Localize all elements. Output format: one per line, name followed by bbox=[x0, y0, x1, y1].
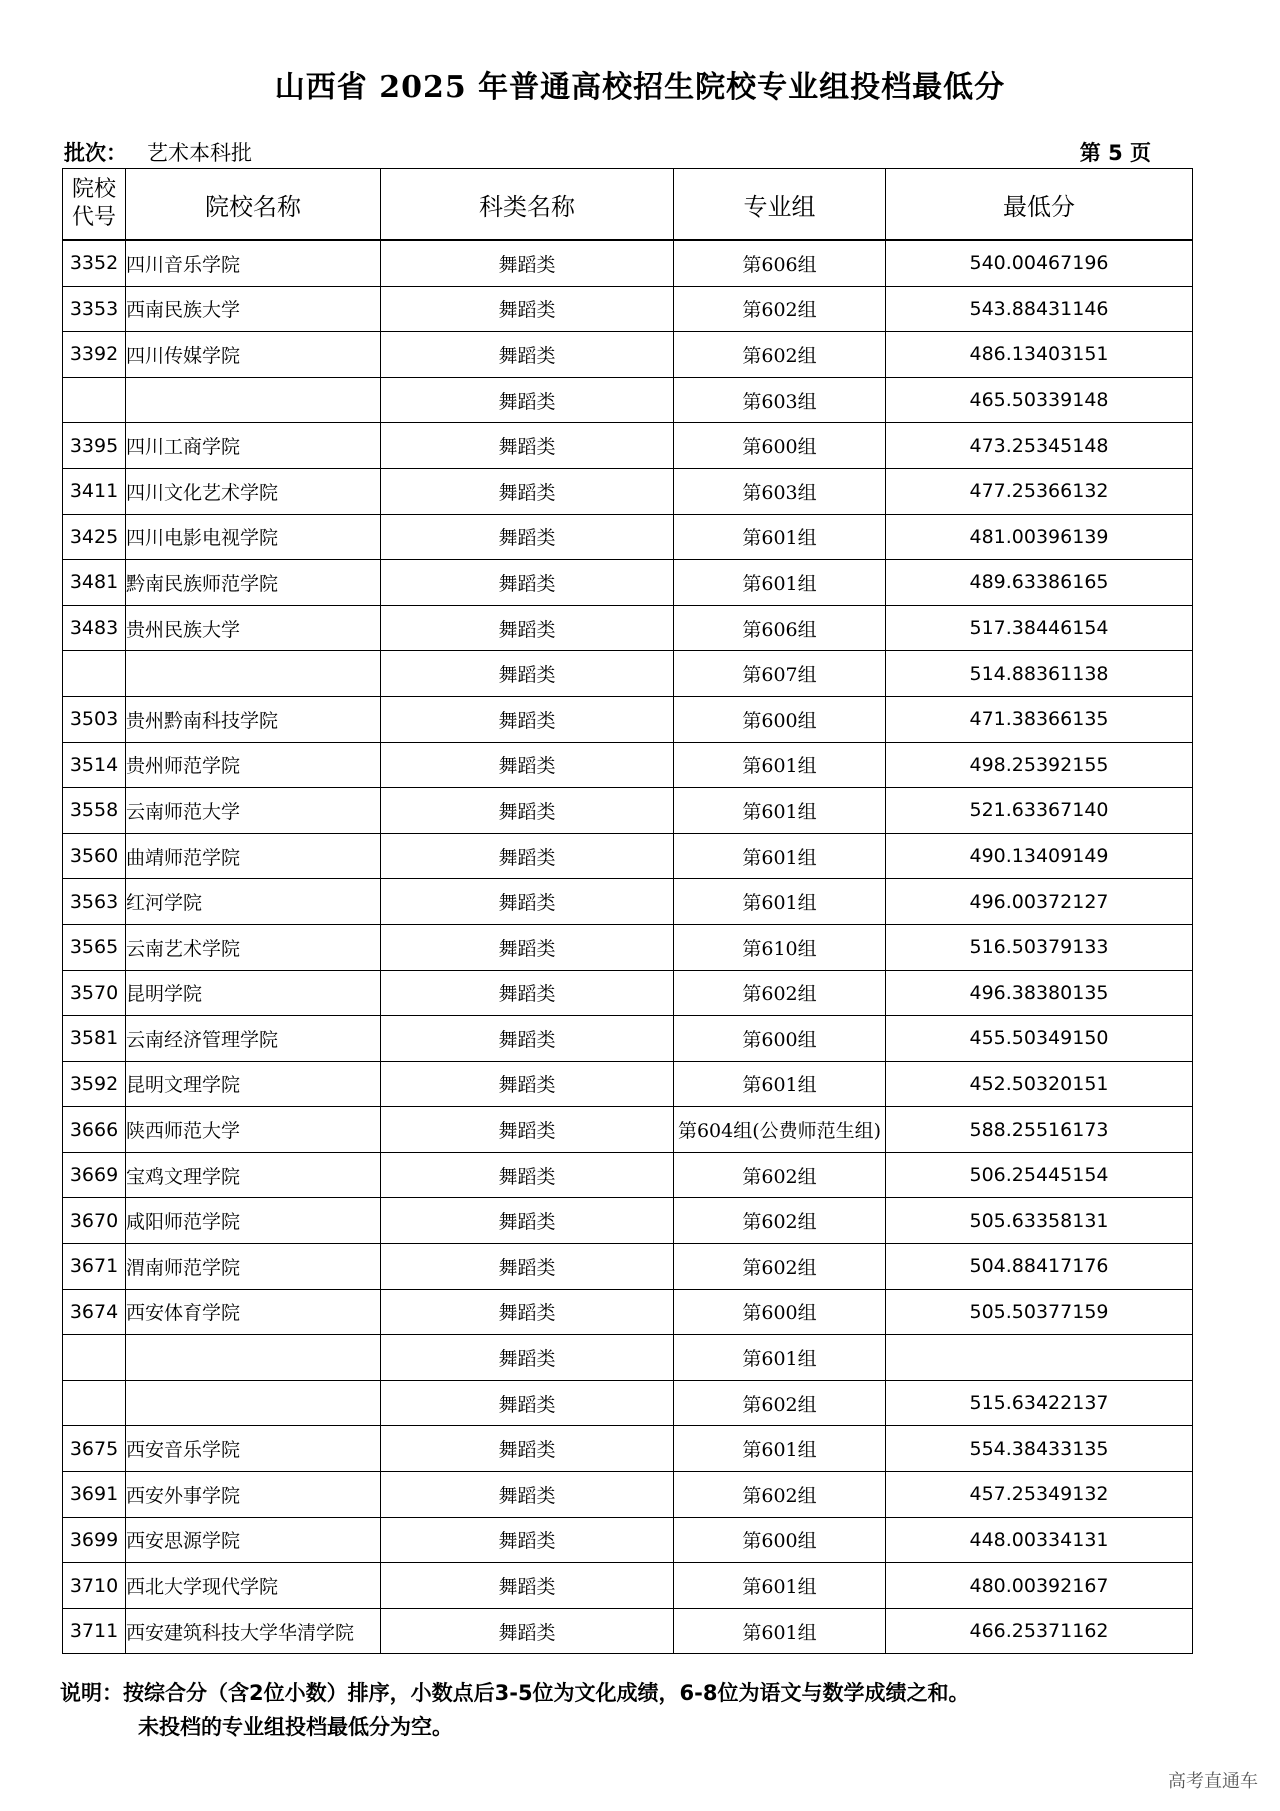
batch-info bbox=[64, 137, 252, 167]
table-row bbox=[63, 924, 1193, 970]
category-cell: 舞蹈类 bbox=[381, 696, 674, 742]
table-row bbox=[63, 1563, 1193, 1609]
category-cell: 舞蹈类 bbox=[381, 1472, 674, 1518]
school-name-cell: 宝鸡文理学院 bbox=[126, 1152, 381, 1198]
batch-value: 艺术本科批 bbox=[147, 141, 252, 165]
header-school-code: 院校 代号 bbox=[63, 169, 126, 241]
category-cell: 舞蹈类 bbox=[381, 651, 674, 697]
table-row bbox=[63, 879, 1193, 925]
min-score-cell: 486.13403151 bbox=[886, 332, 1193, 378]
table-row bbox=[63, 788, 1193, 834]
school-name-cell: 西安建筑科技大学华清学院 bbox=[126, 1608, 381, 1654]
category-cell: 舞蹈类 bbox=[381, 1061, 674, 1107]
group-cell: 第606组 bbox=[674, 240, 886, 286]
table-row bbox=[63, 742, 1193, 788]
school-name-cell: 四川音乐学院 bbox=[126, 240, 381, 286]
table-header-row bbox=[63, 169, 1193, 241]
category-cell: 舞蹈类 bbox=[381, 1152, 674, 1198]
group-cell: 第600组 bbox=[674, 696, 886, 742]
school-name-cell bbox=[126, 1335, 381, 1381]
table-row bbox=[63, 1152, 1193, 1198]
table-row bbox=[63, 514, 1193, 560]
min-score-cell: 514.88361138 bbox=[886, 651, 1193, 697]
min-score-cell: 496.38380135 bbox=[886, 970, 1193, 1016]
school-code-cell: 3558 bbox=[63, 788, 126, 834]
group-cell: 第601组 bbox=[674, 833, 886, 879]
category-cell: 舞蹈类 bbox=[381, 423, 674, 469]
group-cell: 第602组 bbox=[674, 1472, 886, 1518]
school-code-cell: 3425 bbox=[63, 514, 126, 560]
school-name-cell: 贵州民族大学 bbox=[126, 605, 381, 651]
category-cell: 舞蹈类 bbox=[381, 468, 674, 514]
school-code-cell: 3670 bbox=[63, 1198, 126, 1244]
school-code-cell: 3570 bbox=[63, 970, 126, 1016]
school-code-cell: 3691 bbox=[63, 1472, 126, 1518]
table-row bbox=[63, 240, 1193, 286]
min-score-cell: 455.50349150 bbox=[886, 1016, 1193, 1062]
min-score-cell: 496.00372127 bbox=[886, 879, 1193, 925]
school-name-cell: 西安音乐学院 bbox=[126, 1426, 381, 1472]
table-row bbox=[63, 1517, 1193, 1563]
min-score-cell: 505.63358131 bbox=[886, 1198, 1193, 1244]
category-cell: 舞蹈类 bbox=[381, 1016, 674, 1062]
school-code-cell: 3563 bbox=[63, 879, 126, 925]
category-cell: 舞蹈类 bbox=[381, 377, 674, 423]
header-min-score: 最低分 bbox=[886, 169, 1193, 241]
school-code-cell: 3711 bbox=[63, 1608, 126, 1654]
table-row bbox=[63, 1061, 1193, 1107]
school-name-cell: 西南民族大学 bbox=[126, 286, 381, 332]
min-score-cell: 505.50377159 bbox=[886, 1289, 1193, 1335]
school-name-cell: 四川工商学院 bbox=[126, 423, 381, 469]
page-title: 山西省 2025 年普通高校招生院校专业组投档最低分 bbox=[274, 70, 1006, 105]
school-code-cell: 3592 bbox=[63, 1061, 126, 1107]
group-cell: 第601组 bbox=[674, 879, 886, 925]
school-code-cell bbox=[63, 651, 126, 697]
school-code-cell bbox=[63, 1380, 126, 1426]
table-row bbox=[63, 1244, 1193, 1290]
school-name-cell: 云南经济管理学院 bbox=[126, 1016, 381, 1062]
score-table bbox=[62, 168, 1193, 1654]
school-name-cell: 云南师范大学 bbox=[126, 788, 381, 834]
school-code-cell: 3411 bbox=[63, 468, 126, 514]
group-cell: 第602组 bbox=[674, 286, 886, 332]
min-score-cell: 554.38433135 bbox=[886, 1426, 1193, 1472]
category-cell: 舞蹈类 bbox=[381, 833, 674, 879]
table-row bbox=[63, 423, 1193, 469]
min-score-cell: 490.13409149 bbox=[886, 833, 1193, 879]
group-cell: 第601组 bbox=[674, 1335, 886, 1381]
table-row bbox=[63, 1608, 1193, 1654]
table-row bbox=[63, 286, 1193, 332]
min-score-cell: 521.63367140 bbox=[886, 788, 1193, 834]
school-code-cell: 3353 bbox=[63, 286, 126, 332]
table-row bbox=[63, 1426, 1193, 1472]
group-cell: 第601组 bbox=[674, 560, 886, 606]
group-cell: 第601组 bbox=[674, 514, 886, 560]
table-row bbox=[63, 1289, 1193, 1335]
category-cell: 舞蹈类 bbox=[381, 742, 674, 788]
table-row bbox=[63, 1107, 1193, 1153]
category-cell: 舞蹈类 bbox=[381, 1563, 674, 1609]
school-name-cell bbox=[126, 1380, 381, 1426]
school-code-cell: 3481 bbox=[63, 560, 126, 606]
min-score-cell bbox=[886, 1335, 1193, 1381]
group-cell: 第601组 bbox=[674, 1061, 886, 1107]
school-code-cell: 3669 bbox=[63, 1152, 126, 1198]
category-cell: 舞蹈类 bbox=[381, 1198, 674, 1244]
group-cell: 第601组 bbox=[674, 1426, 886, 1472]
school-code-cell: 3392 bbox=[63, 332, 126, 378]
category-cell: 舞蹈类 bbox=[381, 1380, 674, 1426]
school-code-cell: 3671 bbox=[63, 1244, 126, 1290]
page-number: 第 5 页 bbox=[1079, 141, 1151, 165]
group-cell: 第602组 bbox=[674, 1244, 886, 1290]
school-name-cell: 渭南师范学院 bbox=[126, 1244, 381, 1290]
group-cell: 第602组 bbox=[674, 332, 886, 378]
group-cell: 第601组 bbox=[674, 742, 886, 788]
min-score-cell: 465.50339148 bbox=[886, 377, 1193, 423]
school-name-cell: 四川文化艺术学院 bbox=[126, 468, 381, 514]
school-code-cell: 3503 bbox=[63, 696, 126, 742]
header-group: 专业组 bbox=[674, 169, 886, 241]
school-code-cell: 3560 bbox=[63, 833, 126, 879]
school-name-cell: 昆明文理学院 bbox=[126, 1061, 381, 1107]
table-row bbox=[63, 970, 1193, 1016]
min-score-cell: 466.25371162 bbox=[886, 1608, 1193, 1654]
group-cell: 第601组 bbox=[674, 1608, 886, 1654]
group-cell: 第603组 bbox=[674, 468, 886, 514]
school-name-cell: 贵州黔南科技学院 bbox=[126, 696, 381, 742]
footnote bbox=[60, 1676, 970, 1744]
school-code-cell: 3483 bbox=[63, 605, 126, 651]
min-score-cell: 506.25445154 bbox=[886, 1152, 1193, 1198]
school-name-cell: 黔南民族师范学院 bbox=[126, 560, 381, 606]
school-name-cell: 西北大学现代学院 bbox=[126, 1563, 381, 1609]
min-score-cell: 448.00334131 bbox=[886, 1517, 1193, 1563]
group-cell: 第601组 bbox=[674, 788, 886, 834]
category-cell: 舞蹈类 bbox=[381, 1107, 674, 1153]
school-name-cell: 四川电影电视学院 bbox=[126, 514, 381, 560]
school-name-cell: 西安思源学院 bbox=[126, 1517, 381, 1563]
table-row bbox=[63, 377, 1193, 423]
min-score-cell: 588.25516173 bbox=[886, 1107, 1193, 1153]
table-row bbox=[63, 605, 1193, 651]
category-cell: 舞蹈类 bbox=[381, 970, 674, 1016]
min-score-cell: 457.25349132 bbox=[886, 1472, 1193, 1518]
header-school-name: 院校名称 bbox=[126, 169, 381, 241]
table-row bbox=[63, 833, 1193, 879]
school-code-cell: 3674 bbox=[63, 1289, 126, 1335]
group-cell: 第606组 bbox=[674, 605, 886, 651]
min-score-cell: 517.38446154 bbox=[886, 605, 1193, 651]
header-category: 科类名称 bbox=[381, 169, 674, 241]
school-name-cell: 曲靖师范学院 bbox=[126, 833, 381, 879]
school-code-cell: 3395 bbox=[63, 423, 126, 469]
school-code-cell: 3666 bbox=[63, 1107, 126, 1153]
min-score-cell: 471.38366135 bbox=[886, 696, 1193, 742]
table-row bbox=[63, 560, 1193, 606]
min-score-cell: 543.88431146 bbox=[886, 286, 1193, 332]
group-cell: 第602组 bbox=[674, 970, 886, 1016]
min-score-cell: 473.25345148 bbox=[886, 423, 1193, 469]
school-code-cell: 3565 bbox=[63, 924, 126, 970]
category-cell: 舞蹈类 bbox=[381, 240, 674, 286]
table-row bbox=[63, 1016, 1193, 1062]
table-row bbox=[63, 696, 1193, 742]
category-cell: 舞蹈类 bbox=[381, 332, 674, 378]
table-row bbox=[63, 332, 1193, 378]
category-cell: 舞蹈类 bbox=[381, 1608, 674, 1654]
school-code-cell: 3352 bbox=[63, 240, 126, 286]
category-cell: 舞蹈类 bbox=[381, 286, 674, 332]
category-cell: 舞蹈类 bbox=[381, 1517, 674, 1563]
group-cell: 第600组 bbox=[674, 1016, 886, 1062]
school-name-cell: 贵州师范学院 bbox=[126, 742, 381, 788]
footnote-line-2: 未投档的专业组投档最低分为空。 bbox=[138, 1715, 453, 1739]
category-cell: 舞蹈类 bbox=[381, 514, 674, 560]
min-score-cell: 504.88417176 bbox=[886, 1244, 1193, 1290]
min-score-cell: 480.00392167 bbox=[886, 1563, 1193, 1609]
group-cell: 第600组 bbox=[674, 1517, 886, 1563]
category-cell: 舞蹈类 bbox=[381, 788, 674, 834]
school-name-cell: 四川传媒学院 bbox=[126, 332, 381, 378]
footnote-line-1: 说明：按综合分（含2位小数）排序，小数点后3-5位为文化成绩，6-8位为语文与数学成绩之和。 bbox=[60, 1681, 970, 1705]
school-name-cell: 昆明学院 bbox=[126, 970, 381, 1016]
table-row bbox=[63, 468, 1193, 514]
table-row bbox=[63, 1198, 1193, 1244]
group-cell: 第602组 bbox=[674, 1152, 886, 1198]
school-name-cell bbox=[126, 377, 381, 423]
group-cell: 第604组(公费师范生组) bbox=[674, 1107, 886, 1153]
min-score-cell: 452.50320151 bbox=[886, 1061, 1193, 1107]
category-cell: 舞蹈类 bbox=[381, 879, 674, 925]
group-cell: 第602组 bbox=[674, 1198, 886, 1244]
group-cell: 第603组 bbox=[674, 377, 886, 423]
group-cell: 第610组 bbox=[674, 924, 886, 970]
category-cell: 舞蹈类 bbox=[381, 560, 674, 606]
school-name-cell: 红河学院 bbox=[126, 879, 381, 925]
school-name-cell bbox=[126, 651, 381, 697]
category-cell: 舞蹈类 bbox=[381, 924, 674, 970]
table-row bbox=[63, 1380, 1193, 1426]
category-cell: 舞蹈类 bbox=[381, 1426, 674, 1472]
table-row bbox=[63, 1335, 1193, 1381]
category-cell: 舞蹈类 bbox=[381, 1244, 674, 1290]
group-cell: 第600组 bbox=[674, 423, 886, 469]
school-code-cell: 3581 bbox=[63, 1016, 126, 1062]
group-cell: 第602组 bbox=[674, 1380, 886, 1426]
school-code-cell: 3514 bbox=[63, 742, 126, 788]
school-code-cell: 3710 bbox=[63, 1563, 126, 1609]
school-name-cell: 西安外事学院 bbox=[126, 1472, 381, 1518]
table-row bbox=[63, 1472, 1193, 1518]
watermark: 高考直通车 bbox=[1168, 1771, 1258, 1792]
batch-label: 批次： bbox=[64, 141, 127, 165]
group-cell: 第607组 bbox=[674, 651, 886, 697]
min-score-cell: 540.00467196 bbox=[886, 240, 1193, 286]
group-cell: 第601组 bbox=[674, 1563, 886, 1609]
school-code-cell: 3699 bbox=[63, 1517, 126, 1563]
min-score-cell: 515.63422137 bbox=[886, 1380, 1193, 1426]
school-code-cell: 3675 bbox=[63, 1426, 126, 1472]
school-code-cell bbox=[63, 377, 126, 423]
category-cell: 舞蹈类 bbox=[381, 1335, 674, 1381]
category-cell: 舞蹈类 bbox=[381, 605, 674, 651]
min-score-cell: 498.25392155 bbox=[886, 742, 1193, 788]
min-score-cell: 489.63386165 bbox=[886, 560, 1193, 606]
school-name-cell: 西安体育学院 bbox=[126, 1289, 381, 1335]
school-code-cell bbox=[63, 1335, 126, 1381]
min-score-cell: 516.50379133 bbox=[886, 924, 1193, 970]
school-name-cell: 云南艺术学院 bbox=[126, 924, 381, 970]
min-score-cell: 477.25366132 bbox=[886, 468, 1193, 514]
group-cell: 第600组 bbox=[674, 1289, 886, 1335]
category-cell: 舞蹈类 bbox=[381, 1289, 674, 1335]
school-name-cell: 咸阳师范学院 bbox=[126, 1198, 381, 1244]
table-row bbox=[63, 651, 1193, 697]
min-score-cell: 481.00396139 bbox=[886, 514, 1193, 560]
school-name-cell: 陕西师范大学 bbox=[126, 1107, 381, 1153]
table-body bbox=[63, 240, 1193, 1654]
